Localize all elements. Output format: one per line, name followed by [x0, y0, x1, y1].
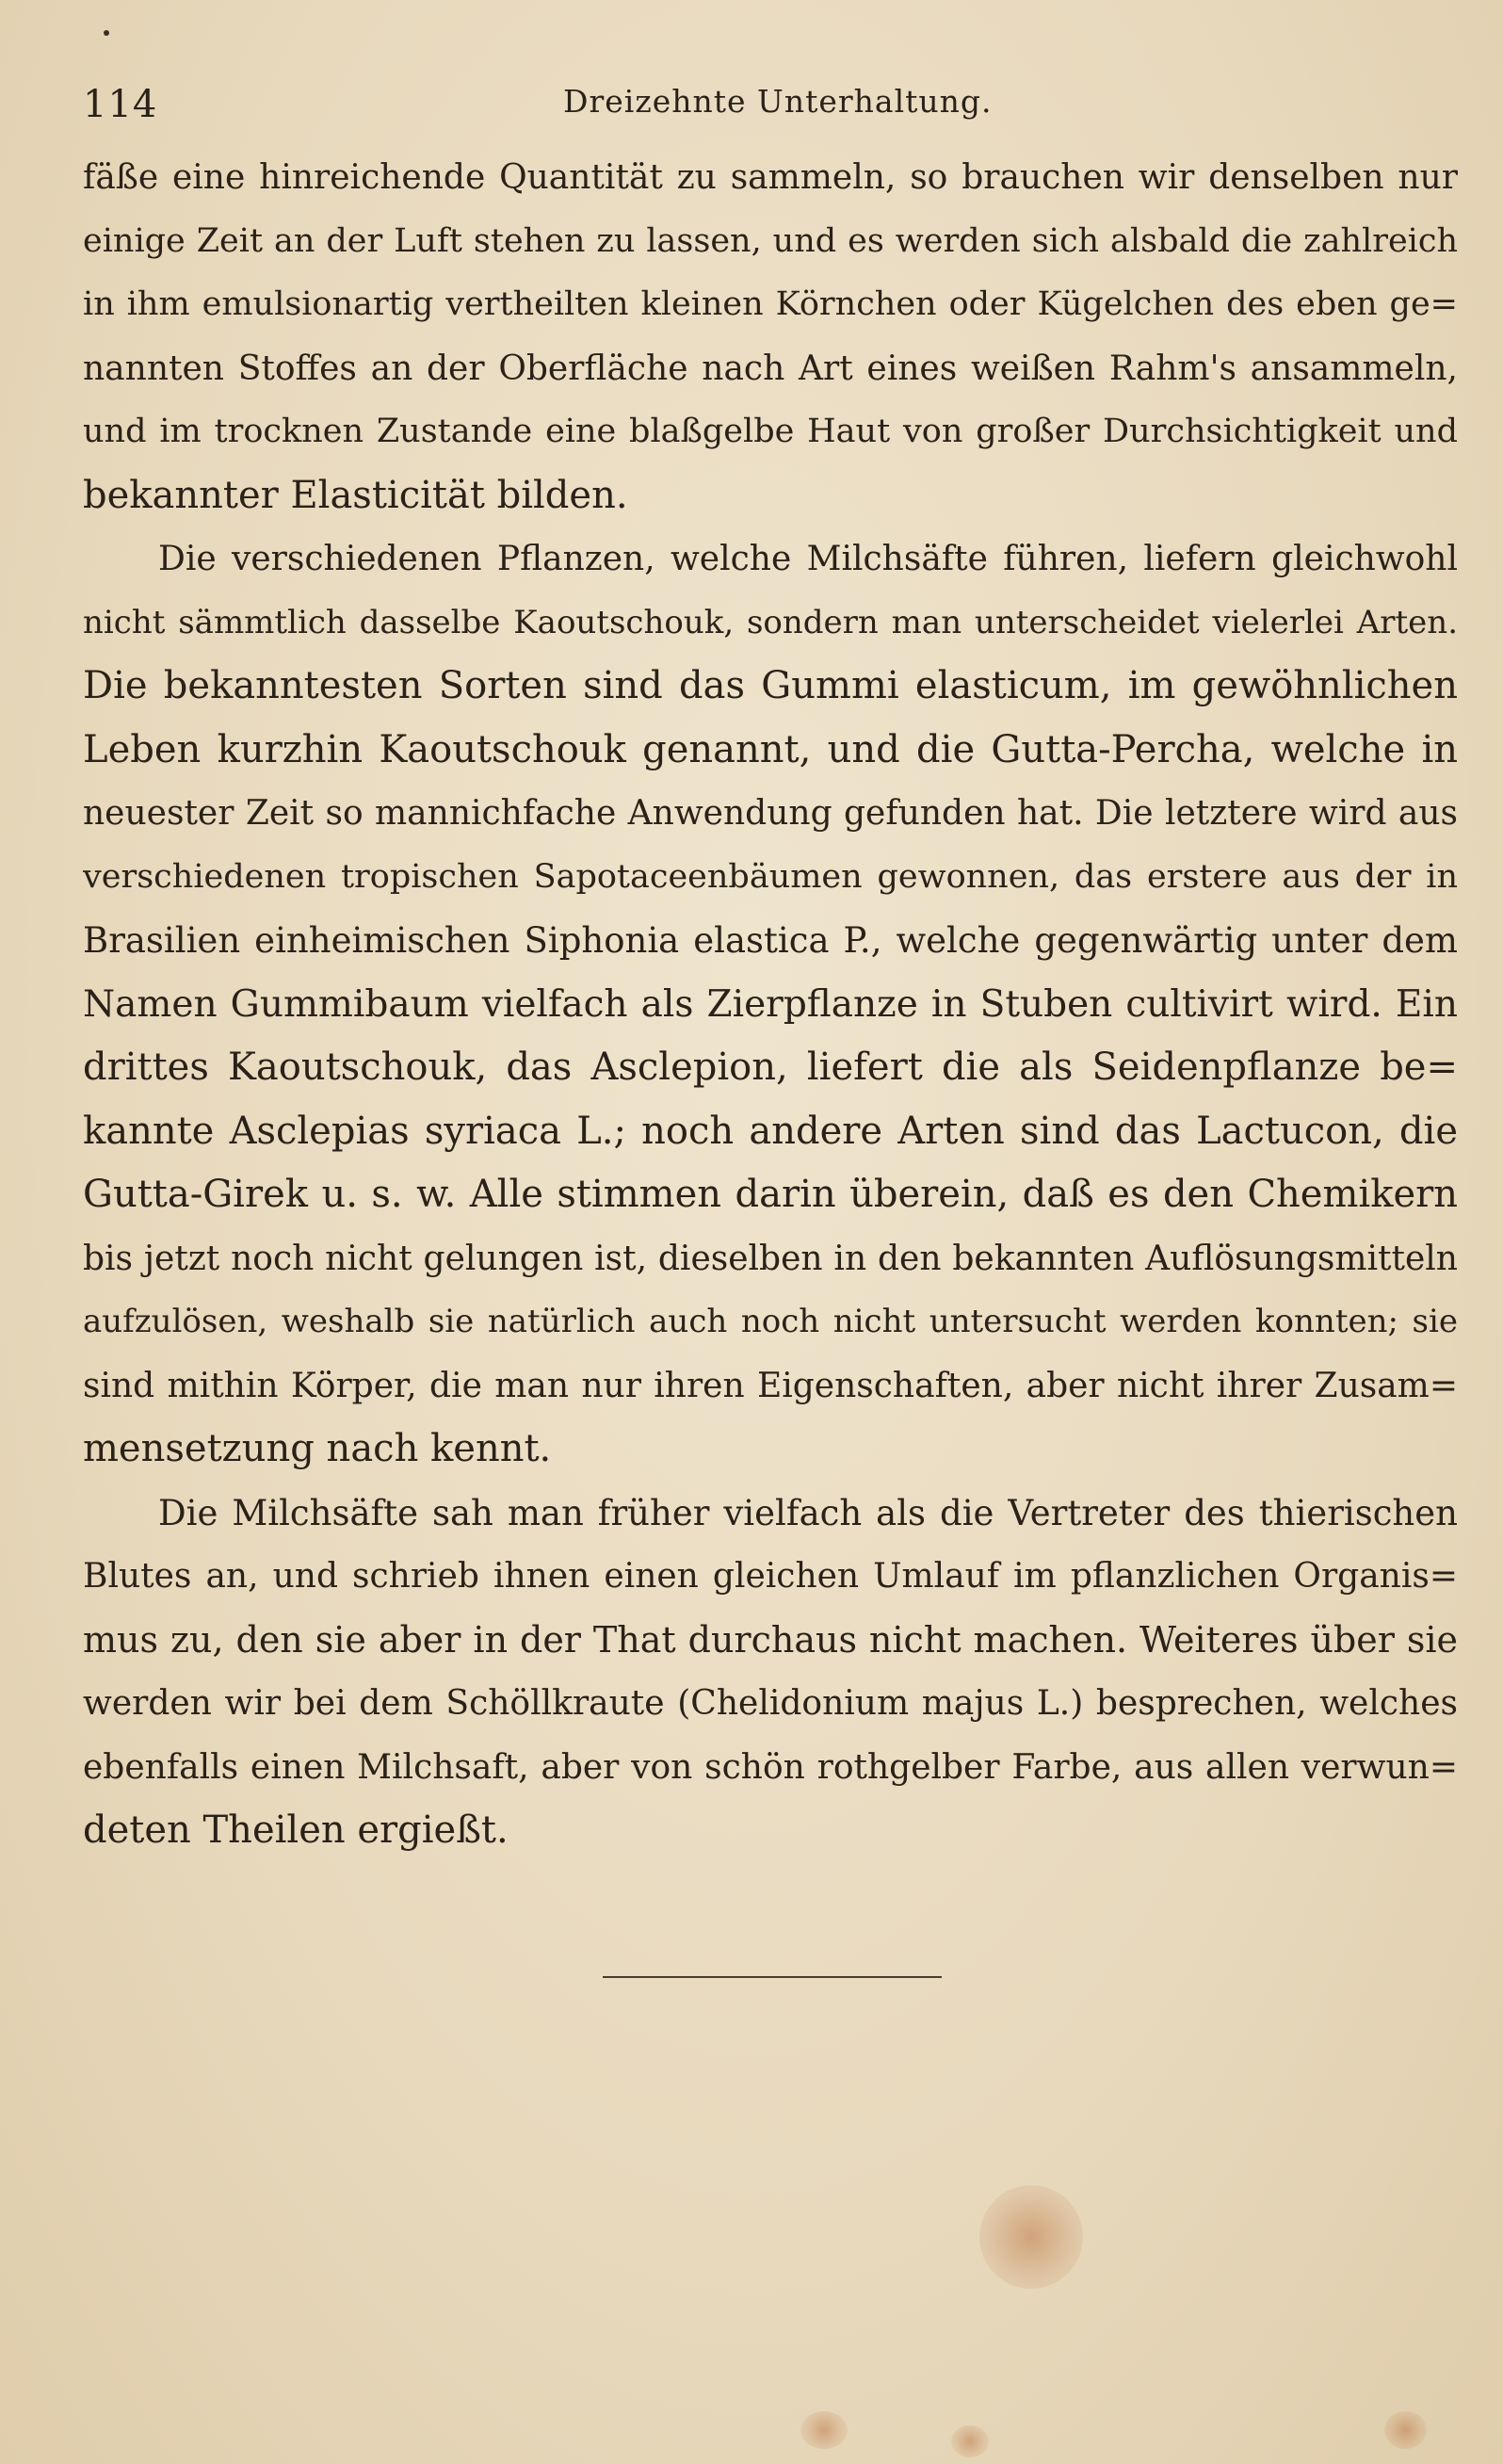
- text-line: verschiedenen tropischen Sapotaceenbäumen gewonnen, das erstere aus der in: [83, 857, 1458, 896]
- paragraph-start-line: Die Milchsäfte sah man früher vielfach als die Vertreter des thierischen: [158, 1492, 1458, 1533]
- text-line: Leben kurzhin Kaoutschouk genannt, und die Gutta-Percha, welche in: [83, 727, 1458, 771]
- page-header: [83, 73, 1458, 126]
- text-line: fäße eine hinreichende Quantität zu sammeln, so brauchen wir denselben nur: [83, 158, 1458, 197]
- text-line: Brasilien einheimischen Siphonia elastica P., welche gegenwärtig unter dem: [83, 920, 1458, 961]
- text-line: mus zu, den sie aber in der That durchaus nicht machen. Weiteres über sie: [83, 1618, 1458, 1661]
- text-line: neuester Zeit so mannichfache Anwendung gefunden hat. Die letztere wird aus: [83, 794, 1458, 833]
- paragraph-start-line: Die verschiedenen Pflanzen, welche Milchsäfte führen, liefern gleichwohl: [158, 540, 1458, 578]
- text-line: nicht sämmtlich dasselbe Kaoutschouk, sondern man unterscheidet vielerlei Arten.: [83, 603, 1458, 641]
- text-line: bekannter Elasticität bilden.: [83, 473, 628, 517]
- body-text: [83, 146, 1458, 1863]
- text-line: bis jetzt noch nicht gelungen ist, dieselben in den bekannten Auflösungsmitteln: [83, 1239, 1458, 1278]
- section-divider: [603, 1976, 942, 1978]
- text-line: in ihm emulsionartig vertheilten kleinen Körnchen oder Kügelchen des eben ge=: [83, 285, 1458, 323]
- text-line: nannten Stoffes an der Oberfläche nach Art eines weißen Rahm's ansammeln,: [83, 349, 1458, 388]
- paper-stain: [951, 2425, 989, 2457]
- text-line: Die bekanntesten Sorten sind das Gummi elasticum, im gewöhnlichen: [83, 664, 1458, 707]
- text-line: kannte Asclepias syriaca L.; noch andere Arten sind das Lactucon, die: [83, 1109, 1458, 1153]
- text-line: aufzulösen, weshalb sie natürlich auch noch nicht untersucht werden konnten; sie: [83, 1303, 1458, 1340]
- text-line: sind mithin Körper, die man nur ihren Eigenschaften, aber nicht ihrer Zusam=: [83, 1366, 1458, 1405]
- text-line: drittes Kaoutschouk, das Asclepion, liefert die als Seidenpflanze be=: [83, 1046, 1458, 1089]
- text-line: mensetzung nach kennt.: [83, 1427, 552, 1470]
- text-line: werden wir bei dem Schöllkraute (Chelidonium majus L.) besprechen, welches: [83, 1684, 1458, 1723]
- text-line: Gutta-Girek u. s. w. Alle stimmen darin überein, daß es den Chemikern: [83, 1173, 1458, 1216]
- paper-stain: [979, 2185, 1083, 2289]
- text-line: ebenfalls einen Milchsaft, aber von schön rothgelber Farbe, aus allen verwun=: [83, 1747, 1458, 1787]
- text-line: deten Theilen ergießt.: [83, 1808, 509, 1852]
- print-mark: [104, 30, 109, 36]
- paper-stain: [1384, 2411, 1427, 2449]
- text-line: Namen Gummibaum vielfach als Zierpflanze in Stuben cultivirt wird. Ein: [83, 982, 1458, 1026]
- paper-stain: [800, 2411, 848, 2449]
- text-line: einige Zeit an der Luft stehen zu lassen, und es werden sich alsbald die zahlreich: [83, 221, 1458, 260]
- text-line: Blutes an, und schrieb ihnen einen gleichen Umlauf im pflanzlichen Organis=: [83, 1557, 1458, 1596]
- page-number: 114: [83, 83, 158, 126]
- text-line: und im trocknen Zustande eine blaßgelbe Haut von großer Durchsichtigkeit und: [83, 413, 1458, 450]
- running-head: Dreizehnte Unterhaltung.: [563, 83, 993, 120]
